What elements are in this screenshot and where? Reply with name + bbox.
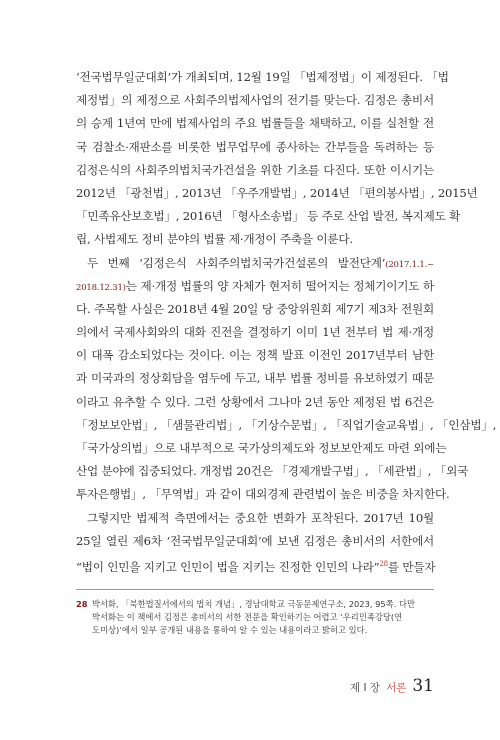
body-line: 25일 열린 제6차 ‘전국법무일군대회’에 보낸 김정은 총비서의 서한에서 — [76, 533, 434, 548]
footnote — [76, 598, 434, 637]
body-line: 이 대폭 감소되었다는 것이다. 이는 정책 발표 이전인 2017년부터 남한 — [76, 348, 434, 363]
footnote-reference[interactable]: 28 — [379, 559, 388, 568]
footnote-number: 28 — [76, 599, 88, 609]
page-number: 31 — [412, 676, 434, 696]
quoted-text: “법이 인민을 지키고 인민이 법을 지키는 진정한 인민의 나라” — [76, 559, 380, 574]
footnote-line: 박서화는 이 책에서 김정은 총비서의 서한 전문을 확인하기는 어렵고 ‘우리민족강당(연 — [92, 612, 403, 622]
body-text — [76, 66, 497, 576]
body-line: ‘전국법무일군대회’가 개최되며, 12월 19일 「법제정법」이 제정된다. 「법 — [76, 70, 449, 84]
footnote-line: 박서화, 「북한법질서에서의 법치 개념」, 경남대학교 극동문제연구소, 2023, 95쪽. 다만 — [92, 599, 415, 609]
body-line: 의에서 국제사회와의 대화 진전을 결정하기 이미 1년 전부터 법 제·개정 — [76, 325, 434, 340]
paragraph-text: 를 만들자 — [387, 559, 436, 574]
body-line: 제정법」의 제정으로 사회주의법제사업의 전기를 맞는다. 김정은 총비서 — [76, 93, 434, 108]
section-title: 서론 — [386, 682, 407, 694]
body-line: 「민족유산보호법」, 2016년 「형사소송법」 등 주로 산업 발전, 복지제도 확 — [76, 209, 461, 224]
body-line: 그렇지만 법제적 측면에서는 중요한 변화가 포착된다. 2017년 10월 — [87, 510, 434, 525]
footnote-line: 도미상)’에서 일부 공개된 내용을 통하여 알 수 있는 내용이라고 밝히고 있다. — [92, 625, 368, 635]
body-line: 「정보보안법」, 「샘물관리법」, 「기상수문법」, 「직업기술교육법」, 「인삼법」, — [76, 417, 497, 432]
body-line — [76, 252, 434, 275]
body-line: 김정은식의 사회주의법치국가건설을 위한 기초를 다진다. 또한 이시기는 — [76, 162, 434, 177]
body-line: 산업 분야에 집중되었다. 개정법 20건은 「경제개발구법」, 「세관법」, 「외국 — [76, 464, 469, 479]
body-line: 투자은행법」, 「무역법」과 같이 대외경제 관련법이 높은 비중을 차지한다. — [76, 487, 450, 502]
body-line: 2012년 「광천법」, 2013년 「우주개발법」, 2014년 「편의봉사법」, 2015년 — [76, 185, 478, 200]
body-line: 의 승계 1년여 만에 법제사업의 주요 법률들을 채택하고, 이를 실천할 전 — [76, 116, 434, 131]
body-line: 국 검찰소·재판소를 비롯한 법무업무에 종사하는 간부들을 독려하는 등 — [76, 139, 434, 154]
date-range: (2017.1.1.~ — [385, 259, 434, 270]
body-line: 다. 주목할 사실은 2018년 4월 20일 당 중앙위원회 제7기 제3차 전원회 — [76, 301, 434, 316]
body-line: 이라고 유추할 수 있다. 그런 상황에서 그나마 2년 동안 제정된 법 6건은 — [76, 394, 434, 409]
body-line — [76, 275, 434, 298]
footnote-body — [92, 598, 434, 637]
body-line — [76, 553, 434, 576]
body-line: 립, 사법제도 정비 분야의 법률 제·개정이 주축을 이룬다. — [76, 232, 353, 247]
page-footer — [350, 676, 434, 696]
paragraph-text: 는 제·개정 법률의 양 자체가 현저히 떨어지는 정체기이기도 하 — [125, 278, 434, 293]
paragraph-text: 두 번째 ‘김정은식 사회주의법치국가건설론의 발전단계’ — [87, 255, 386, 270]
footnote-divider — [76, 589, 434, 590]
chapter-label: 제 I 장 — [350, 682, 381, 694]
body-line: 과 미국과의 정상회담을 염두에 두고, 내부 법률 정비를 유보하였기 때문 — [76, 371, 434, 386]
date-range: 2018.12.31) — [76, 282, 126, 293]
body-line: 「국가상의법」으로 내부적으로 국가상의제도와 정보보안제도 마련 외에는 — [76, 441, 447, 455]
